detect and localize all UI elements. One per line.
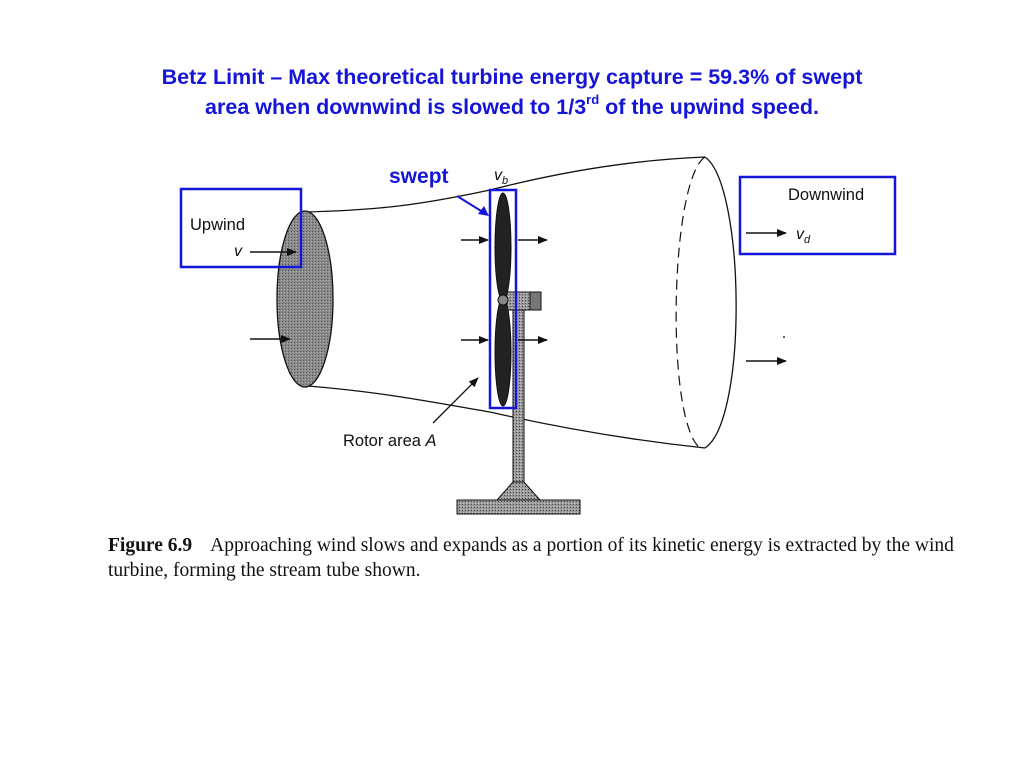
downwind-velocity-label — [796, 226, 811, 246]
figure-caption — [108, 533, 968, 583]
nacelle-end — [530, 292, 541, 310]
blade-velocity-label — [494, 167, 508, 187]
rotor-area-label — [343, 432, 437, 450]
title-line-2-suffix: of the upwind speed. — [599, 95, 819, 119]
downwind-velocity-var: v — [796, 226, 804, 243]
figure-label: Figure 6.9 — [108, 535, 193, 556]
upwind-disk — [277, 211, 333, 387]
rotor-area-pointer — [433, 378, 478, 423]
speck — [783, 336, 785, 338]
tower-base — [457, 500, 580, 514]
rotor-area-var: A — [425, 432, 437, 450]
blade-velocity-var: v — [494, 167, 502, 184]
rotor-area-text: Rotor area — [343, 432, 426, 450]
title-superscript: rd — [586, 91, 600, 107]
rotor-blade-lower — [495, 298, 511, 406]
blade-velocity-sub: b — [502, 175, 509, 187]
tower — [513, 296, 524, 488]
title-line-1: Betz Limit – Max theoretical turbine energy capture = 59.3% of swept — [161, 65, 863, 89]
swept-label: swept — [389, 165, 449, 188]
title-line-2-prefix: area when downwind is slowed to 1/3 — [205, 95, 587, 119]
downwind-disk-back — [705, 157, 736, 448]
rotor-blade-upper — [495, 193, 511, 301]
rotor-hub — [498, 295, 508, 305]
figure-caption-text: Approaching wind slows and expands as a portion of its kinetic energy is extracted by the wind turbine, forming the stream tube shown. — [108, 535, 954, 581]
upwind-velocity: v — [234, 243, 242, 260]
downwind-velocity-sub: d — [804, 234, 811, 246]
downwind-disk-front — [676, 157, 705, 448]
downwind-label: Downwind — [788, 186, 865, 204]
tower-base-flare — [497, 482, 540, 500]
upwind-label: Upwind — [190, 216, 246, 234]
